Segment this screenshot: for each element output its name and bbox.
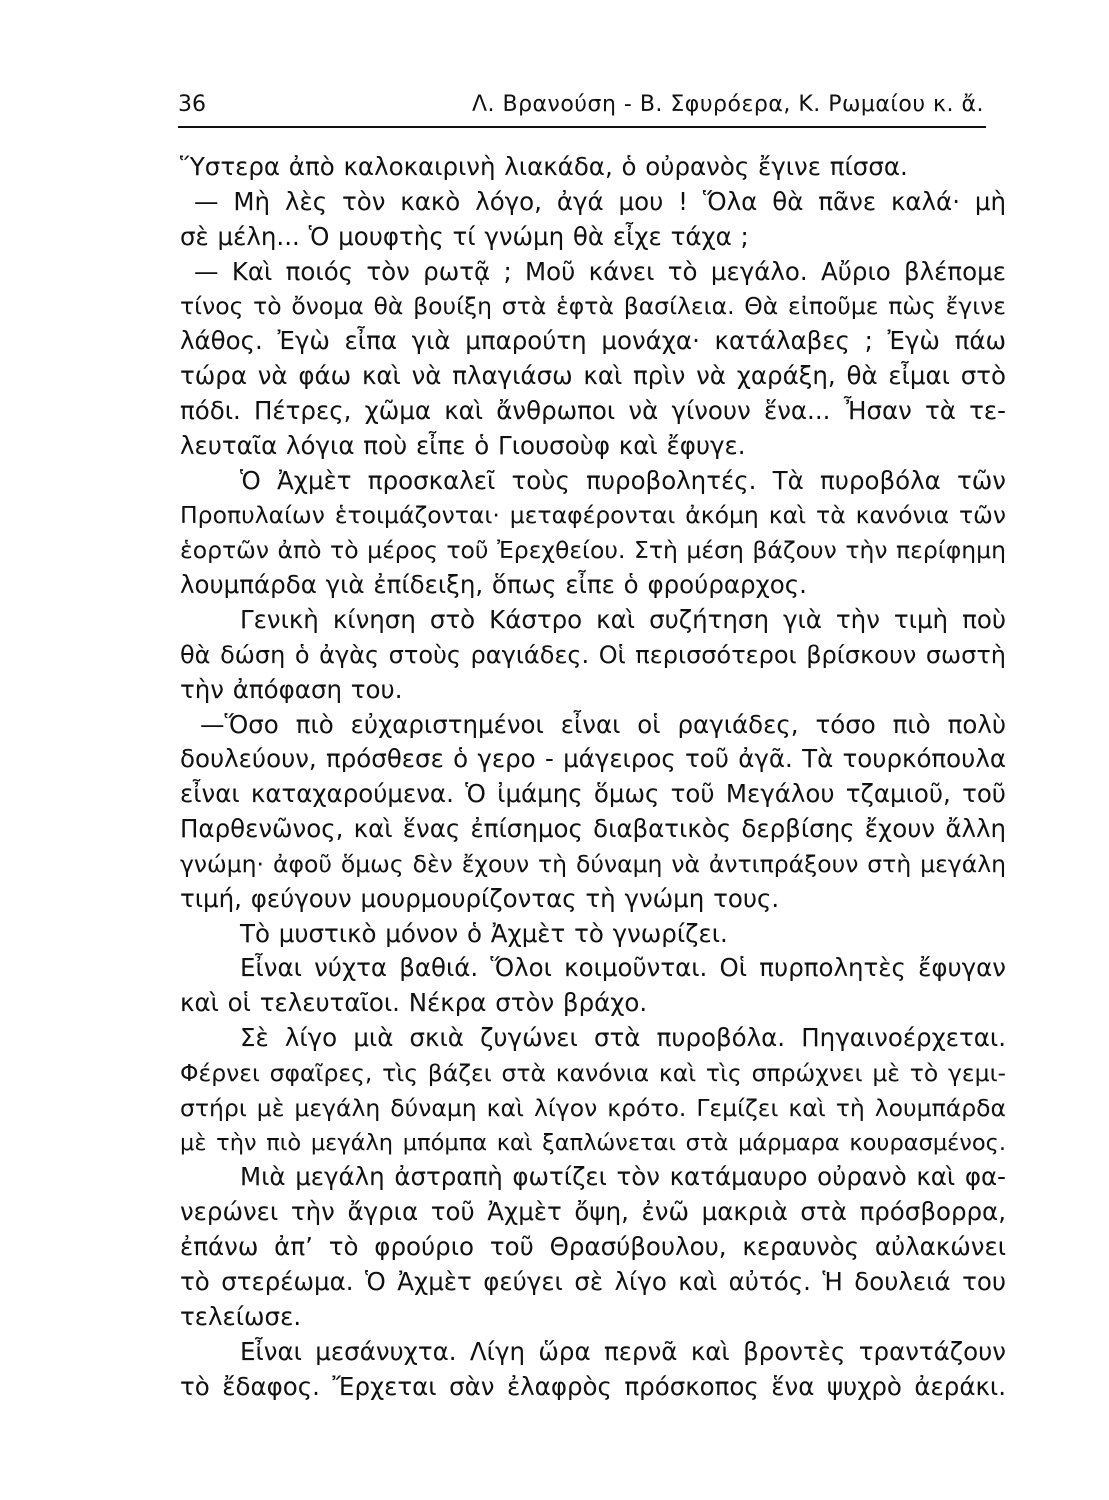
text-line: μὲ τὴν πιὸ μεγάλη μπόμπα καὶ ξαπλώνεται στὰ μάρμαρα κουρασμένος. xyxy=(180,1129,1006,1156)
text-line: θὰ δώση ὁ ἀγὰς στοὺς ραγιάδες. Οἱ περισσότεροι βρίσκουν σωστὴ xyxy=(180,640,1006,669)
text-line: τὴν ἀπόφαση του. xyxy=(180,674,403,704)
text-line: Φέρνει σφαῖρες, τὶς βάζει στὰ κανόνια καὶ τὶς σπρώχνει μὲ τὸ γεμι- xyxy=(180,1058,1006,1087)
text-line: Τὸ μυστικὸ μόνον ὁ Ἀχμὲτ τὸ γνωρίζει. xyxy=(240,918,728,948)
text-line: γνώμη· ἀφοῦ ὅμως δὲν ἔχουν τὴ δύναμη νὰ ἀντιπράξουν στὴ μεγάλη xyxy=(180,849,1006,878)
text-line: — Μὴ λὲς τὸν κακὸ λόγο, ἀγά μου ! Ὅλα θὰ πᾶνε καλά· μὴ xyxy=(194,186,1006,216)
text-line: δουλεύουν, πρόσθεσε ὁ γερο - μάγειρος τοῦ ἀγᾶ. Τὰ τουρκόπουλα xyxy=(180,744,1006,774)
text-line: στήρι μὲ μεγάλη δύναμη καὶ λίγον κρότο. Γεμίζει καὶ τὴ λουμπάρδα xyxy=(180,1093,1006,1122)
text-line: Γενικὴ κίνηση στὸ Κάστρο καὶ συζήτηση γιὰ τὴν τιμὴ ποὺ xyxy=(240,604,1006,634)
text-line: — Καὶ ποιός τὸν ρωτᾷ ; Μοῦ κάνει τὸ μεγάλο. Αὔριο βλέπομε xyxy=(194,256,1006,286)
text-line: εἶναι καταχαρούμενα. Ὁ ἰμάμης ὅμως τοῦ Μεγάλου τζαμιοῦ, τοῦ xyxy=(180,779,1006,809)
body-text xyxy=(180,150,1006,1404)
text-line: λευταῖα λόγια ποὺ εἶπε ὁ Γιουσοὺφ καὶ ἔφυγε. xyxy=(180,430,746,460)
text-line: Ὕστερα ἀπὸ καλοκαιρινὴ λιακάδα, ὁ οὐρανὸς ἔγινε πίσσα. xyxy=(180,152,908,181)
text-line: Μιὰ μεγάλη ἀστραπὴ φωτίζει τὸν κατάμαυρο οὐρανὸ καὶ φα- xyxy=(240,1162,1006,1192)
text-line: Σὲ λίγο μιὰ σκιὰ ζυγώνει στὰ πυροβόλα. Πηγαινοέρχεται. xyxy=(240,1023,1006,1053)
text-line: τώρα νὰ φάω καὶ νὰ πλαγιάσω καὶ πρὶν νὰ χαράξη, θὰ εἶμαι στὸ xyxy=(180,361,1006,391)
running-head: Λ. Βρανούση - Β. Σφυρόερα, Κ. Ρωμαίου κ. ἄ. xyxy=(471,92,984,117)
text-line: τίνος τὸ ὄνομα θὰ βουίξη στὰ ἑφτὰ βασίλεια. Θὰ εἰποῦμε πὼς ἔγινε xyxy=(180,292,1006,321)
text-line: ἐπάνω ἀπ’ τὸ φρούριο τοῦ Θρασύβουλου, κεραυνὸς αὐλακώνει xyxy=(180,1232,1006,1262)
text-line: σὲ μέλη... Ὁ μουφτὴς τί γνώμη θὰ εἶχε τάχα ; xyxy=(180,221,749,251)
text-line: Εἶναι μεσάνυχτα. Λίγη ὥρα περνᾶ καὶ βροντὲς τραντάζουν xyxy=(240,1336,1006,1366)
text-line: πόδι. Πέτρες, χῶμα καὶ ἄνθρωποι νὰ γίνουν ἕνα... Ἦσαν τὰ τε- xyxy=(180,395,1006,425)
page-number: 36 xyxy=(178,92,206,117)
text-line: Εἶναι νύχτα βαθιά. Ὅλοι κοιμοῦνται. Οἱ πυρπολητὲς ἔφυγαν xyxy=(240,953,1006,983)
text-line: νερώνει τὴν ἄγρια τοῦ Ἀχμὲτ ὄψη, ἐνῶ μακριὰ στὰ πρόσβορρα, xyxy=(180,1197,1006,1227)
page-header xyxy=(178,90,986,128)
text-line: Παρθενῶνος, καὶ ἕνας ἐπίσημος διαβατικὸς δερβίσης ἔχουν ἄλλη xyxy=(180,814,1006,844)
text-line: λουμπάρδα γιὰ ἐπίδειξη, ὅπως εἶπε ὁ φρούραρχος. xyxy=(180,570,807,600)
text-line: ἑορτῶν ἀπὸ τὸ μέρος τοῦ Ἐρεχθείου. Στὴ μέση βάζουν τὴν περίφημη xyxy=(180,536,1006,565)
text-line: τὸ ἔδαφος. Ἔρχεται σὰν ἐλαφρὸς πρόσκοπος ἕνα ψυχρὸ ἀεράκι. xyxy=(180,1371,1006,1401)
text-line: καὶ οἱ τελευταῖοι. Νέκρα στὸν βράχο. xyxy=(180,988,648,1018)
text-line: τιμή, φεύγουν μουρμουρίζοντας τὴ γνώμη τους. xyxy=(180,883,780,913)
text-line: Προπυλαίων ἑτοιμάζονται· μεταφέρονται ἀκόμη καὶ τὰ κανόνια τῶν xyxy=(180,501,1006,530)
text-line: τὸ στερέωμα. Ὁ Ἀχμὲτ φεύγει σὲ λίγο καὶ αὐτός. Ἡ δουλειά του xyxy=(180,1267,1006,1296)
text-line: —Ὅσο πιὸ εὐχαριστημένοι εἶναι οἱ ραγιάδες, τόσο πιὸ πολὺ xyxy=(200,709,1006,739)
text-line: τελείωσε. xyxy=(180,1301,302,1331)
text-line: Ὁ Ἀχμὲτ προσκαλεῖ τοὺς πυροβολητές. Τὰ πυροβόλα τῶν xyxy=(240,465,1006,495)
text-line: λάθος. Ἐγὼ εἶπα γιὰ μπαρούτη μονάχα· κατάλαβες ; Ἐγὼ πάω xyxy=(180,326,1006,356)
